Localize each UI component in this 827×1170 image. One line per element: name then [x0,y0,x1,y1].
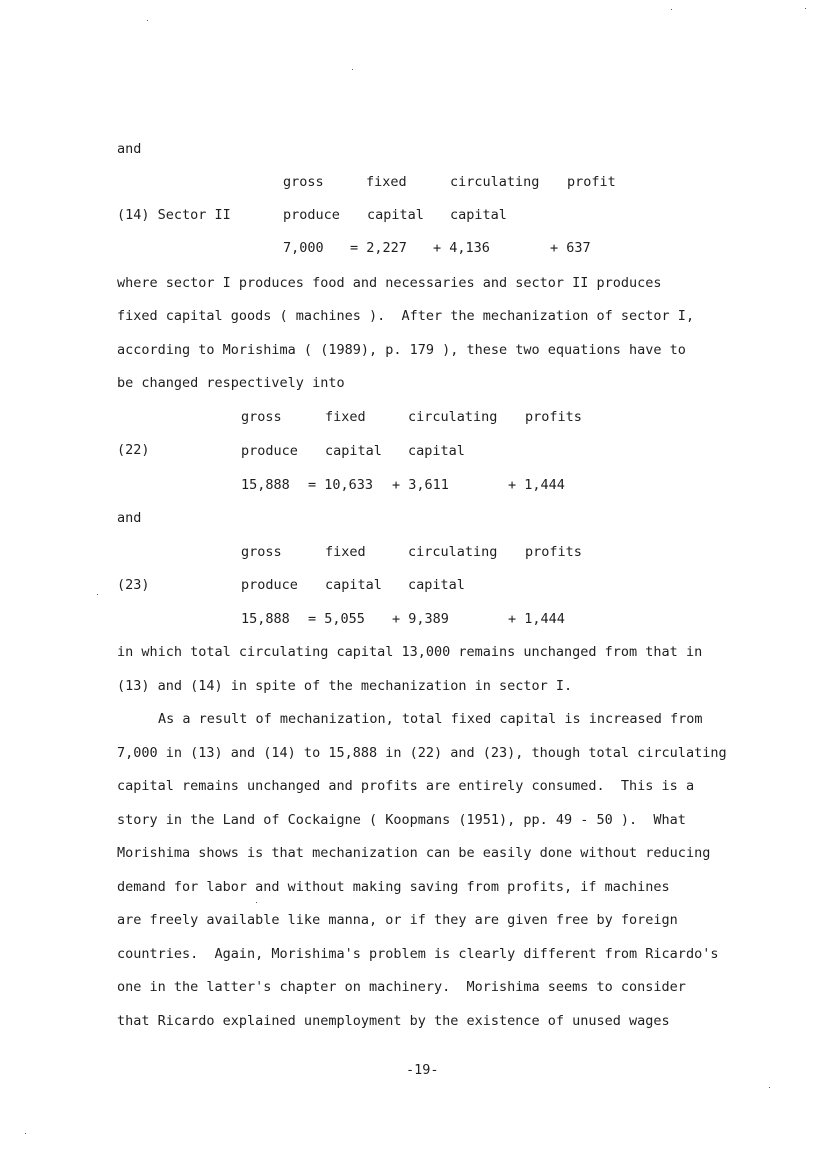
equation-value: = 2,227 [350,240,407,256]
equation-label: (23) [117,577,150,593]
column-header: produce [241,443,298,459]
text-line: where sector I produces food and necessaries and sector II produces [117,275,662,291]
column-header: circulating [408,544,498,560]
scan-speck [805,8,806,9]
text-line: (13) and (14) in spite of the mechanization in sector I. [117,678,573,694]
text-line: 7,000 in (13) and (14) to 15,888 in (22) and (23), though total circulating [117,745,727,761]
column-header: circulating [450,174,540,190]
text-line: are freely available like manna, or if they are given free by foreign [117,912,678,928]
column-header: capital [408,443,465,459]
text-line: capital remains unchanged and profits are entirely consumed. This is a [117,778,695,794]
scan-speck [147,20,148,21]
equation-value: 15,888 [241,477,290,493]
column-header: circulating [408,409,498,425]
equation-value: = 5,055 [308,611,365,627]
column-header: fixed [366,174,407,190]
text-line: according to Morishima ( (1989), p. 179 ), these two equations have to [117,342,686,358]
text-line: As a result of mechanization, total fixed capital is increased from [158,711,703,727]
equation-value: + 1,444 [508,611,565,627]
column-header: capital [325,577,382,593]
text-line: fixed capital goods ( machines ). After the mechanization of sector I, [117,308,695,324]
column-header: profit [567,174,616,190]
text-line: that Ricardo explained unemployment by the existence of unused wages [117,1013,670,1029]
equation-value: + 4,136 [433,240,490,256]
column-header: fixed [325,544,366,560]
column-header: profits [525,409,582,425]
text-line: be changed respectively into [117,375,345,391]
scan-speck [769,1087,770,1088]
text-line: and [117,141,142,157]
equation-value: 15,888 [241,611,290,627]
scan-speck [25,1133,26,1134]
text-line: in which total circulating capital 13,000 remains unchanged from that in [117,644,703,660]
equation-label: (22) [117,442,150,458]
column-header: fixed [325,409,366,425]
column-header: capital [450,207,507,223]
text-line: story in the Land of Cockaigne ( Koopmans (1951), pp. 49 - 50 ). What [117,812,686,828]
equation-value: + 3,611 [392,477,449,493]
column-header: profits [525,544,582,560]
text-line: demand for labor and without making saving from profits, if machines [117,879,670,895]
scan-speck [671,9,672,10]
scan-speck [352,69,353,70]
equation-value: 7,000 [283,240,324,256]
text-line: Morishima shows is that mechanization can be easily done without reducing [117,845,711,861]
page-number: -19- [406,1062,439,1078]
equation-label: (14) Sector II [117,207,231,223]
column-header: capital [325,443,382,459]
scan-speck [256,902,257,903]
equation-value: + 9,389 [392,611,449,627]
column-header: gross [241,544,282,560]
column-header: gross [241,409,282,425]
equation-value: + 1,444 [508,477,565,493]
text-line: and [117,510,142,526]
column-header: capital [408,577,465,593]
equation-value: + 637 [550,240,591,256]
scan-speck [97,594,98,595]
column-header: gross [283,174,324,190]
text-line: countries. Again, Morishima's problem is clearly different from Ricardo's [117,946,719,962]
column-header: produce [241,577,298,593]
column-header: produce [283,207,340,223]
equation-value: = 10,633 [308,477,374,493]
text-line: one in the latter's chapter on machinery. Morishima seems to consider [117,979,686,995]
column-header: capital [367,207,424,223]
